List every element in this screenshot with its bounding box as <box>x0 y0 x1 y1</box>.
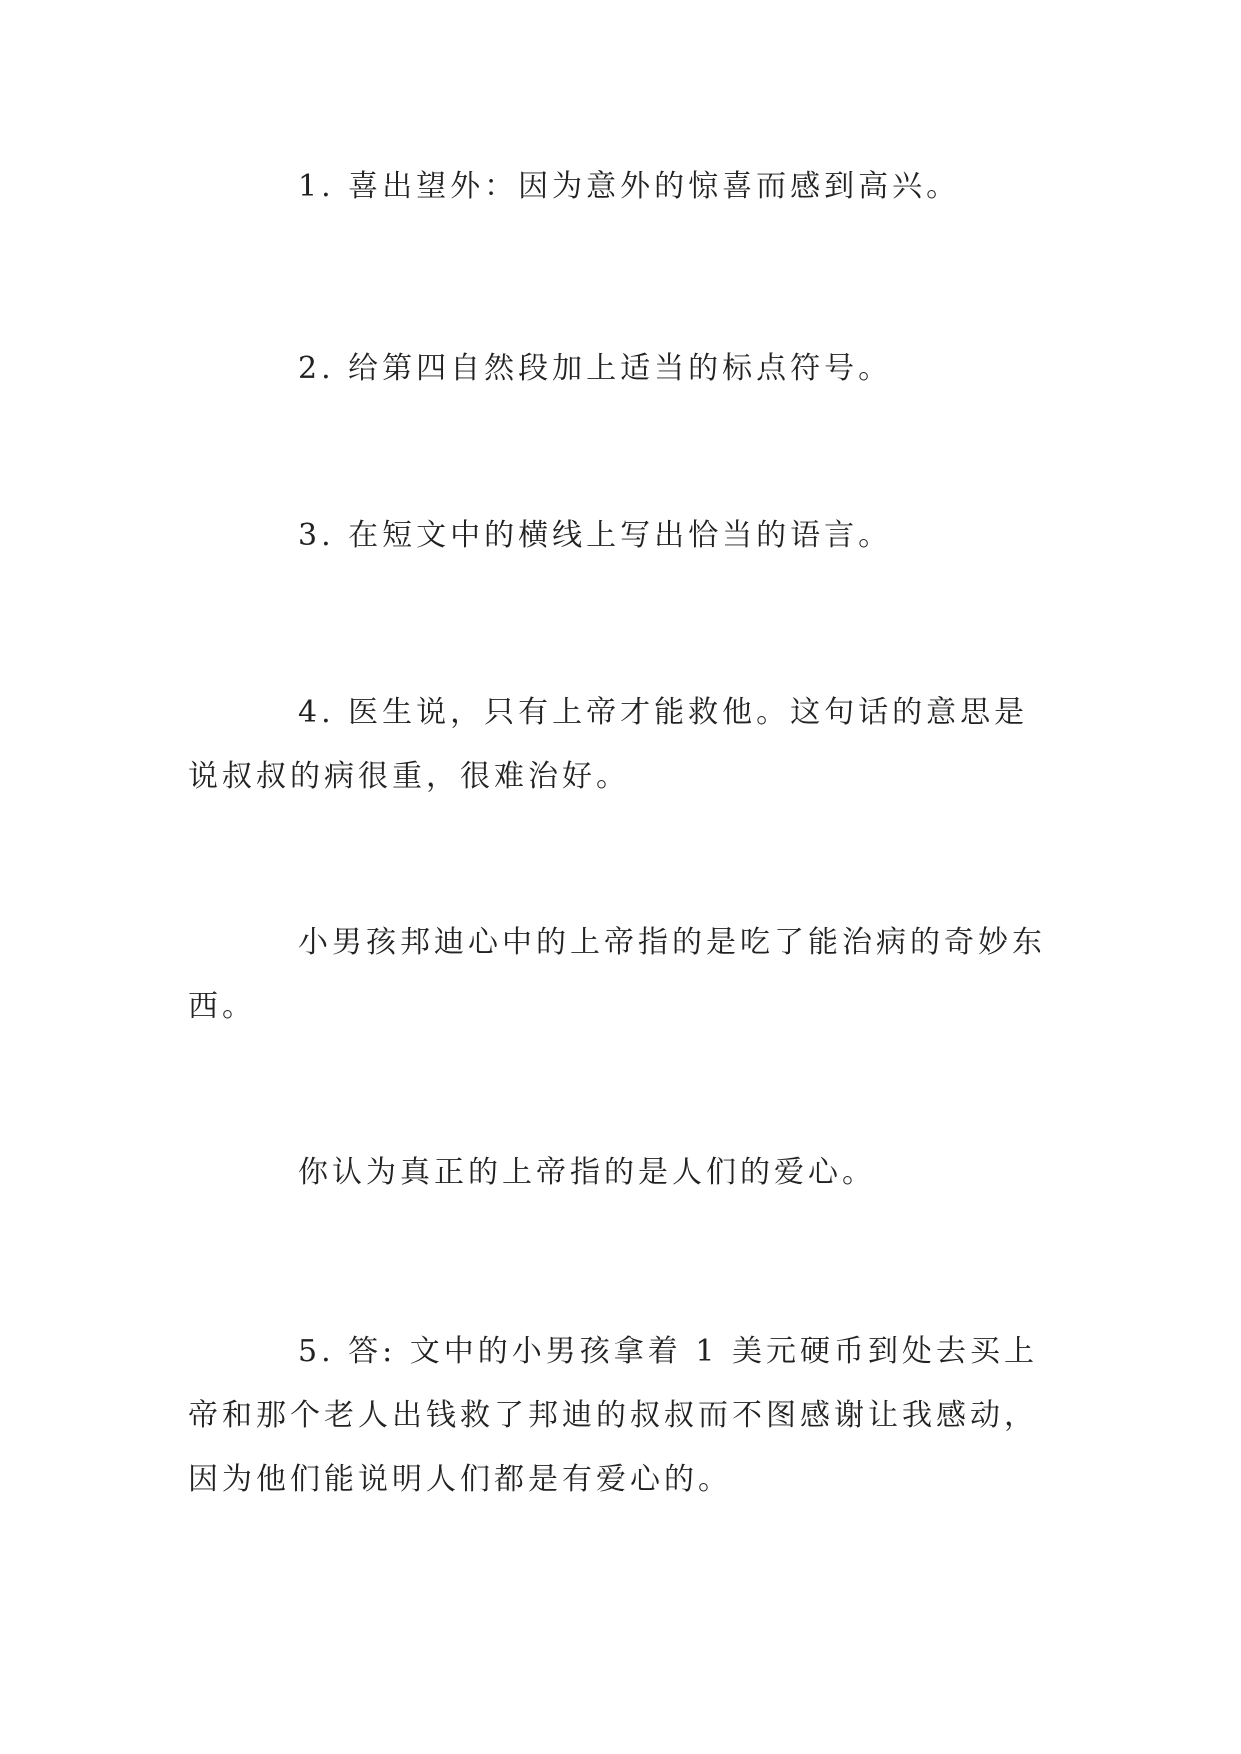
answer-paragraph-3: 3. 在短文中的横线上写出恰当的语言。 <box>298 518 893 553</box>
answer-paragraph-4b: 小男孩邦迪心中的上帝指的是吃了能治病的奇妙东西。 <box>188 925 1046 1024</box>
answer-paragraph-5: 5. 答: 文中的小男孩拿着 1 美元硬币到处去买上帝和那个老人出钱救了邦迪的叔叔而不图感谢让我感动，因为他们能说明人们都是有爱心的。 <box>188 1334 1038 1497</box>
answer-paragraph-1: 1. 喜出望外：因为意外的惊喜而感到高兴。 <box>298 169 961 204</box>
answer-paragraph-2: 2. 给第四自然段加上适当的标点符号。 <box>298 351 893 386</box>
answer-paragraph-4: 4. 医生说，只有上帝才能救他。这句话的意思是说叔叔的病很重，很难治好。 <box>188 695 1029 794</box>
answer-paragraph-4c: 你认为真正的上帝指的是人们的爱心。 <box>298 1155 876 1190</box>
